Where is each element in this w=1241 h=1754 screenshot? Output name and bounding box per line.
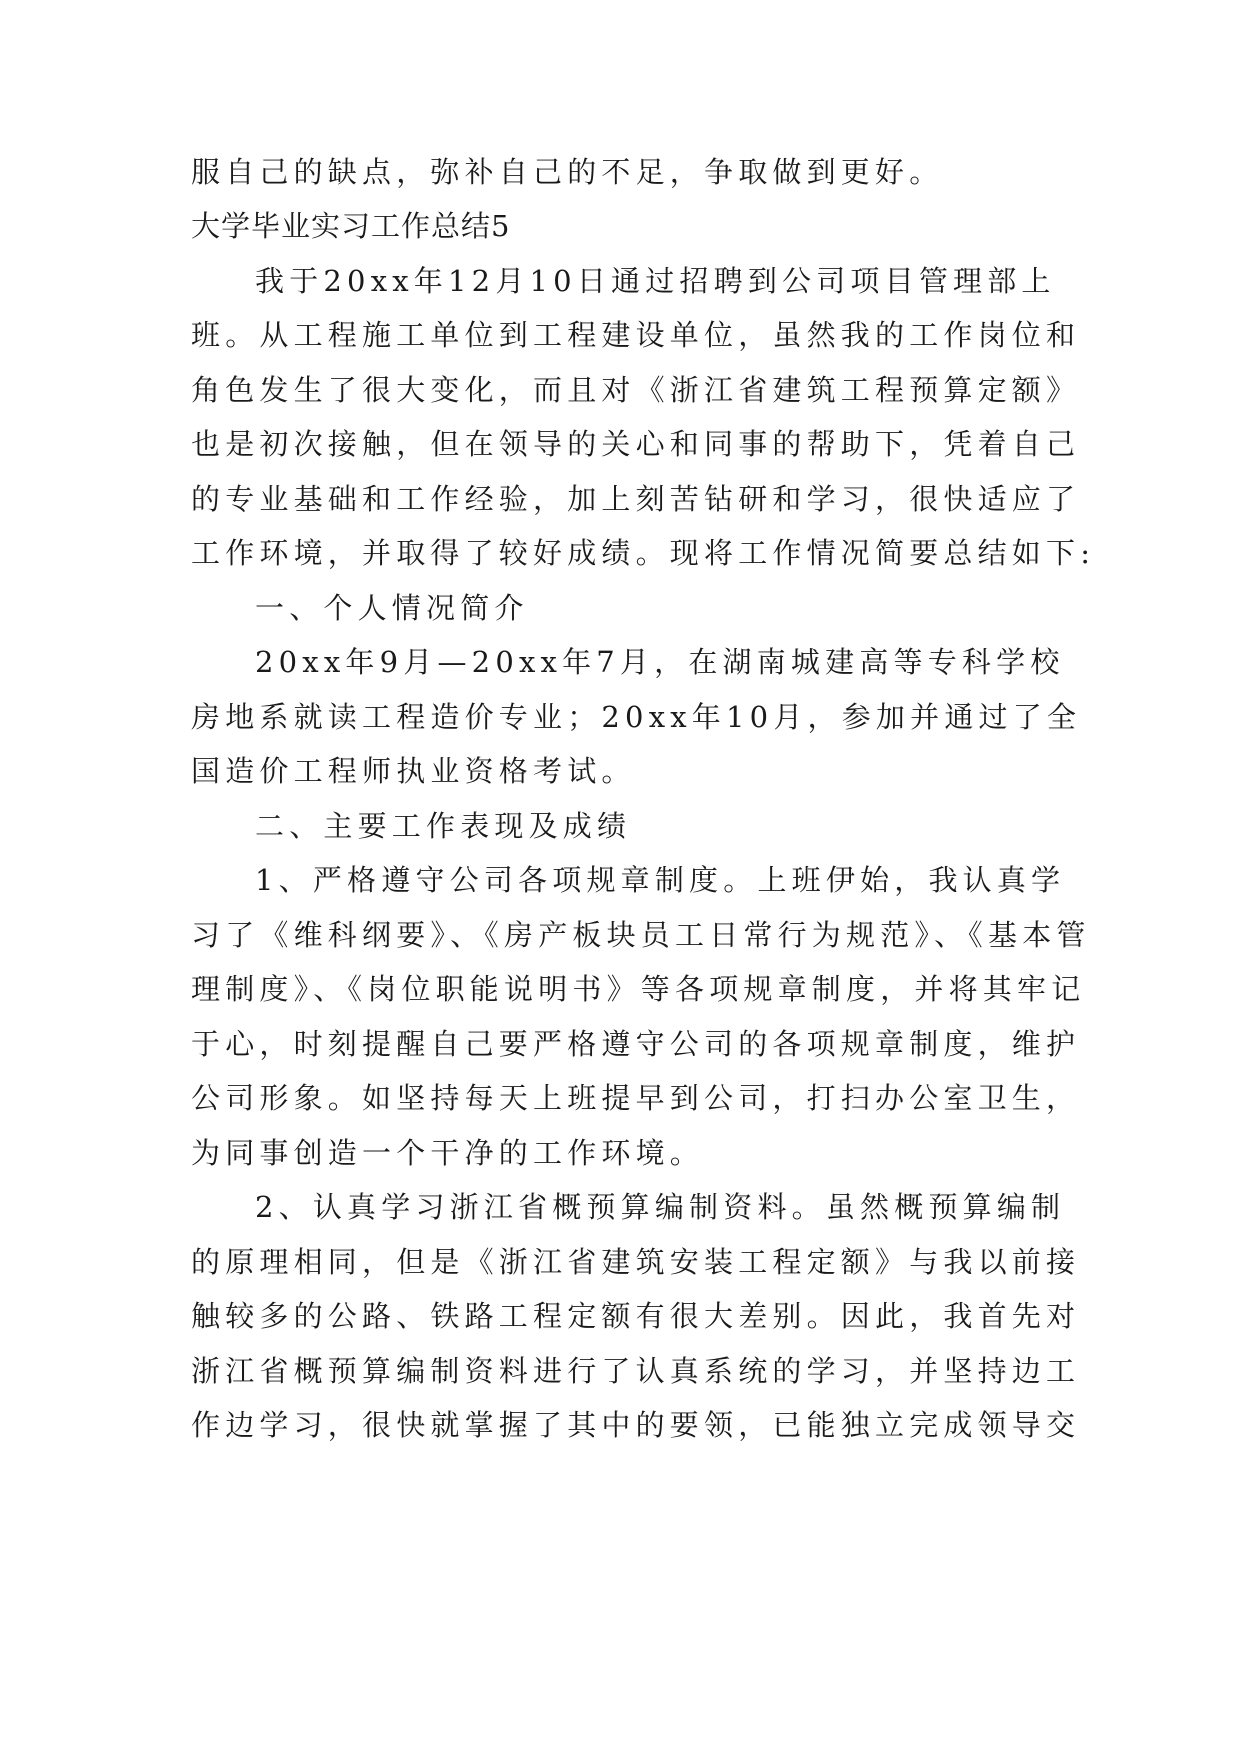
paragraph-line: 理制度》、《岗位职能说明书》等各项规章制度，并将其牢记 [191, 972, 1086, 1006]
paragraph-line: 房地系就读工程造价专业；20xx年10月，参加并通过了全 [191, 700, 1082, 734]
paragraph-line: 触较多的公路、铁路工程定额有很大差别。因此，我首先对 [191, 1299, 1081, 1333]
paragraph-line: 国造价工程师执业资格考试。 [191, 754, 636, 788]
paragraph-line: 浙江省概预算编制资料进行了认真系统的学习，并坚持边工 [191, 1354, 1081, 1388]
paragraph-line: 的原理相同，但是《浙江省建筑安装工程定额》与我以前接 [191, 1245, 1081, 1279]
paragraph-line: 20xx年9月—20xx年7月，在湖南城建高等专科学校 [255, 645, 1065, 679]
subsection-heading: 一、个人情况简介 [255, 591, 529, 625]
paragraph-line: 习了《维科纲要》、《房产板块员工日常行为规范》、《基本管 [191, 918, 1091, 952]
paragraph-line: 2、认真学习浙江省概预算编制资料。虽然概预算编制 [255, 1190, 1066, 1224]
paragraph-line: 作边学习，很快就掌握了其中的要领，已能独立完成领导交 [191, 1408, 1081, 1442]
paragraph-line: 为同事创造一个干净的工作环境。 [191, 1136, 705, 1170]
paragraph-line: 工作环境，并取得了较好成绩。现将工作情况简要总结如下: [191, 536, 1096, 570]
paragraph-line: 也是初次接触，但在领导的关心和同事的帮助下，凭着自己 [191, 427, 1081, 461]
paragraph-line: 我于20xx年12月10日通过招聘到公司项目管理部上 [255, 264, 1056, 298]
paragraph-line: 班。从工程施工单位到工程建设单位，虽然我的工作岗位和 [191, 318, 1081, 352]
section-title: 大学毕业实习工作总结5 [191, 209, 511, 243]
paragraph-line: 角色发生了很大变化，而且对《浙江省建筑工程预算定额》 [191, 373, 1081, 407]
paragraph-line: 于心，时刻提醒自己要严格遵守公司的各项规章制度，维护 [191, 1027, 1081, 1061]
paragraph-line: 的专业基础和工作经验，加上刻苦钻研和学习，很快适应了 [191, 482, 1081, 516]
subsection-heading: 二、主要工作表现及成绩 [255, 809, 632, 843]
paragraph-line: 服自己的缺点，弥补自己的不足，争取做到更好。 [191, 155, 944, 189]
paragraph-line: 公司形象。如坚持每天上班提早到公司，打扫办公室卫生， [191, 1081, 1081, 1115]
paragraph-line: 1、严格遵守公司各项规章制度。上班伊始，我认真学 [255, 863, 1066, 897]
